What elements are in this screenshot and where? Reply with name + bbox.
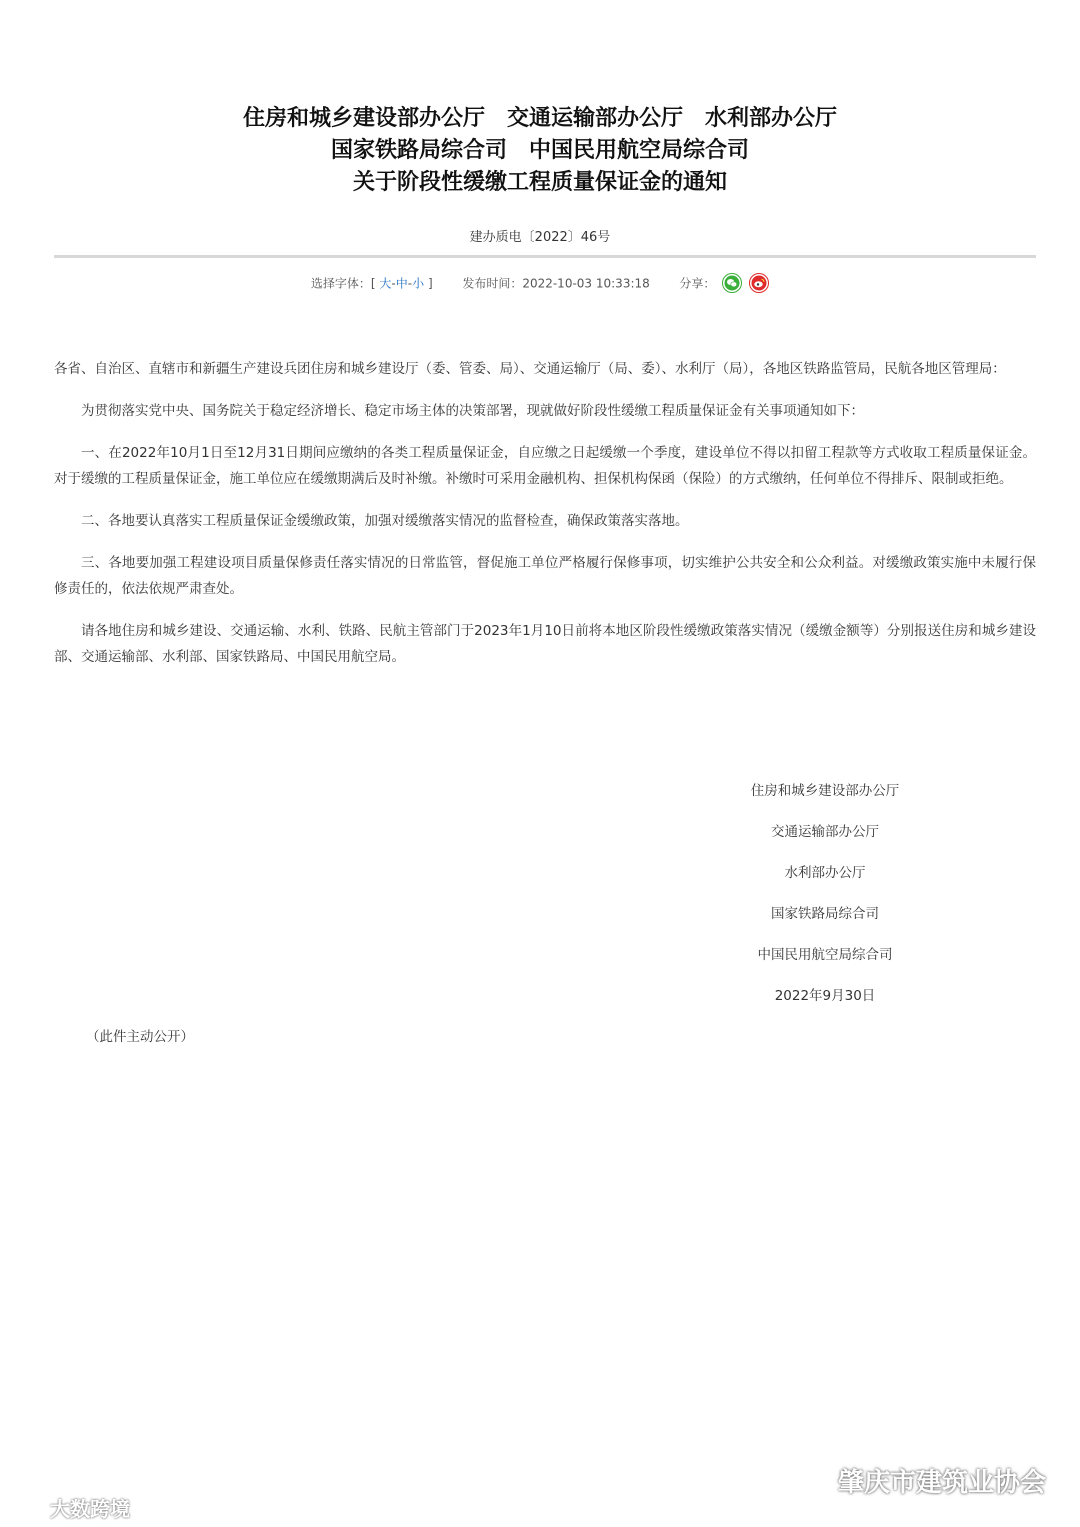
font-separator: - [391,276,396,291]
addressee-paragraph: 各省、自治区、直辖市和新疆生产建设兵团住房和城乡建设厅（委、管委、局）、交通运输厅（局、委）、水利厅（局），各地区铁路监管局，民航各地区管理局： [54,361,1006,377]
signature-block [650,778,1000,1024]
title-line-2 [0,135,1080,167]
publish-time: 发布时间：2022-10-03 10:33:18 [462,276,650,291]
signature-nra: 国家铁路局综合司 [771,906,879,922]
font-size-large-link[interactable]: 大 [379,276,392,291]
weibo-icon[interactable] [749,273,769,293]
header-divider [54,255,1036,258]
wechat-watermark-icon [800,1466,834,1501]
watermark-right-text: 肇庆市建筑业协会 [837,1468,1046,1498]
notice-body [54,356,1036,686]
document-number: 建办质电〔2022〕46号 [469,230,611,245]
watermark-right [800,1462,1046,1501]
disclosure-note: （此件主动公开） [86,1029,194,1045]
document-title [0,103,1080,199]
item-3-paragraph: 三、各地要加强工程建设项目质量保修责任落实情况的日常监管，督促施工单位严格履行保修事项，切实维护公共安全和公众利益。对缓缴政策实施中未履行保修责任的，依法依规严肃查处。 [54,555,1036,597]
signature-moh: 住房和城乡建设部办公厅 [750,783,900,799]
share-label: 分享： [679,276,716,291]
title-line-3: 关于阶段性缓缴工程质量保证金的通知 [352,170,727,195]
closing-paragraph: 请各地住房和城乡建设、交通运输、水利、铁路、民航主管部门于2023年1月10日前将本地区阶段性缓缴政策落实情况（缓缴金额等）分别报送住房和城乡建设部、交通运输部、水利部、国家铁路局、中国民用航空局。 [54,623,1036,665]
signature-mot: 交通运输部办公厅 [771,824,879,840]
signature-mwr: 水利部办公厅 [784,865,866,881]
font-select-label: 选择字体：[ [310,276,376,291]
signature-caac: 中国民用航空局综合司 [757,947,893,963]
font-select-close: ] [427,276,433,291]
font-size-medium-link[interactable]: 中 [395,276,408,291]
wechat-icon[interactable] [722,273,742,293]
font-size-small-link[interactable]: 小 [412,276,425,291]
issuer-moh: 住房和城乡建设部办公厅 [242,106,485,131]
intro-paragraph: 为贯彻落实党中央、国务院关于稳定经济增长、稳定市场主体的决策部署，现就做好阶段性缓缴工程质量保证金有关事项通知如下： [81,403,864,419]
issuer-nra: 国家铁路局综合司 [330,138,507,163]
issuer-caac: 中国民用航空局综合司 [529,138,750,163]
font-separator: - [407,276,413,291]
item-1-paragraph: 一、在2022年10月1日至12月31日期间应缴纳的各类工程质量保证金，自应缴之日起缓缴一个季度，建设单位不得以扣留工程款等方式收取工程质量保证金。对于缓缴的工程质量保证金，施工单位应在缓缴期满后及时补缴。补缴时可采用金融机构、担保机构保函（保险）的方式缴纳，任何单位不得排斥、限制或拒绝。 [54,445,1036,487]
watermark-left [6,1493,130,1523]
issuer-mwr: 水利部办公厅 [705,106,838,131]
meta-row [0,274,1080,294]
issuer-mot: 交通运输部办公厅 [506,106,683,131]
title-line-1 [0,103,1080,135]
signature-date: 2022年9月30日 [774,988,876,1004]
item-2-paragraph: 二、各地要认真落实工程质量保证金缓缴政策，加强对缓缴落实情况的监督检查，确保政策落实落地。 [81,513,689,529]
watermark-left-text: 大数跨境 [50,1497,130,1521]
watermark-logo-icon [6,1498,46,1523]
